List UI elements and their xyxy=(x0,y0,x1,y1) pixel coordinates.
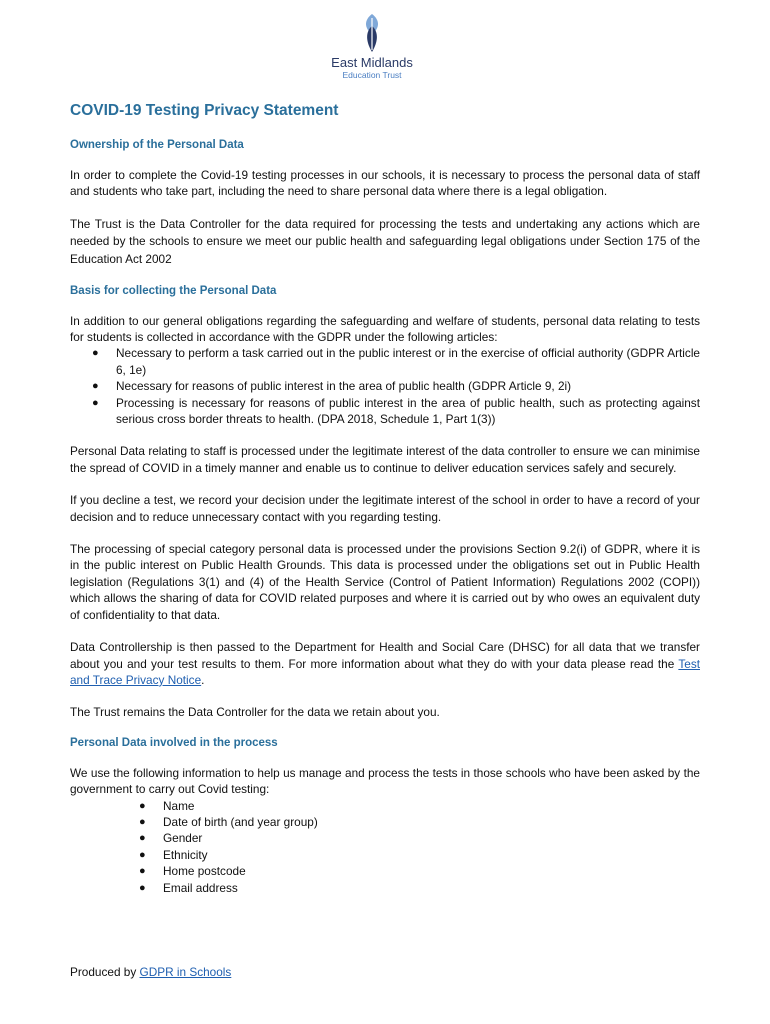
decline-test-paragraph: If you decline a test, we record your decision under the legitimate interest of the school in order to have a record of your decision and to reduce unnecessary contact with you regarding testing. xyxy=(70,493,700,524)
list-item: ● Necessary for reasons of public interest in the area of public health (GDPR Article 9, 2i) xyxy=(92,379,572,394)
trust-logo xyxy=(322,12,422,80)
list-item: ● Name xyxy=(139,798,195,813)
bullet-icon: ● xyxy=(139,848,146,861)
staff-data-paragraph: Personal Data relating to staff is processed under the legitimate interest of the data controller to ensure we can minimise the spread of COVID in a timely manner and enable us to continue to deliver education services safely and securely. xyxy=(70,444,700,475)
list-item: ● Ethnicity xyxy=(139,847,208,862)
list-item: ● Necessary to perform a task carried out in the public interest or in the exercise of official authority (GDPR Article 6, 1e) xyxy=(92,346,700,377)
bullet-icon: ● xyxy=(92,347,99,360)
leaf-logo-icon xyxy=(360,12,384,54)
basis-intro: In addition to our general obligations regarding the safeguarding and welfare of students, personal data relating to tests for students is collected in accordance with the GDPR under the following articles: xyxy=(70,313,700,344)
list-item: ● Processing is necessary for reasons of public interest in the area of public health, such as protecting against serious cross border threats to health. (DPA 2018, Schedule 1, Part 1(3)) xyxy=(92,395,700,427)
bullet-icon: ● xyxy=(92,396,99,409)
bullet-icon: ● xyxy=(139,799,146,812)
list-item: ● Date of birth (and year group) xyxy=(139,814,318,829)
list-item: ● Gender xyxy=(139,831,203,846)
section-heading-ownership: Ownership of the Personal Data xyxy=(70,139,244,151)
page-footer: Produced by GDPR in Schools xyxy=(70,965,232,979)
bullet-icon: ● xyxy=(139,832,146,845)
special-category-paragraph: The processing of special category personal data is processed under the provisions Section 9.2(i) of GDPR, where it is in the public interest on Public Health Grounds. This data is processed under the obligations set out in Public Health legislation (Regulations 3(1) and (4) of the Health Service (Control of Patient Information) Regulations 2002 (COPI)) which allows the sharing of data for COVID related purposes and where it is carried out by who owes an equivalent duty of confidentiality to that data. xyxy=(70,542,700,622)
section-heading-basis: Basis for collecting the Personal Data xyxy=(70,284,277,297)
ownership-paragraph-2: The Trust is the Data Controller for the data required for processing the tests and undertaking any actions which are needed by the schools to ensure we meet our public health and safeguarding legal obligations under Section 175 of the Education Act 2002 xyxy=(70,216,700,266)
test-and-trace-privacy-notice-link[interactable]: Test and Trace Privacy Notice xyxy=(70,656,700,687)
personal-data-list xyxy=(70,798,700,896)
bullet-icon: ● xyxy=(92,380,99,393)
ownership-paragraph-1: In order to complete the Covid-19 testing processes in our schools, it is necessary to process the personal data of staff and students who take part, including the need to share personal data where there is a legal obligation. xyxy=(70,168,700,199)
section-heading-personal-data: Personal Data involved in the process xyxy=(70,736,278,749)
page-title: COVID-19 Testing Privacy Statement xyxy=(70,102,339,119)
list-item: ● Home postcode xyxy=(139,864,246,879)
logo-name: East Midlands xyxy=(331,55,413,70)
basis-articles-list xyxy=(70,345,700,427)
gdpr-in-schools-link[interactable]: GDPR in Schools xyxy=(139,965,232,979)
bullet-icon: ● xyxy=(139,865,146,878)
bullet-icon: ● xyxy=(139,881,146,894)
dhsc-paragraph: Data Controllership is then passed to the Department for Health and Social Care (DHSC) for all data that we transfer about you and your test results to them. For more information about what they do with your data please read the Test and Trace Privacy Notice. xyxy=(70,640,700,687)
document-body xyxy=(70,102,700,912)
logo-subtitle: Education Trust xyxy=(342,70,402,80)
bullet-icon: ● xyxy=(139,815,146,828)
personal-data-intro: We use the following information to help us manage and process the tests in those schools who have been asked by the government to carry out Covid testing: xyxy=(70,765,700,797)
list-item: ● Email address xyxy=(139,880,238,895)
trust-retains-paragraph: The Trust remains the Data Controller for the data we retain about you. xyxy=(70,705,440,720)
